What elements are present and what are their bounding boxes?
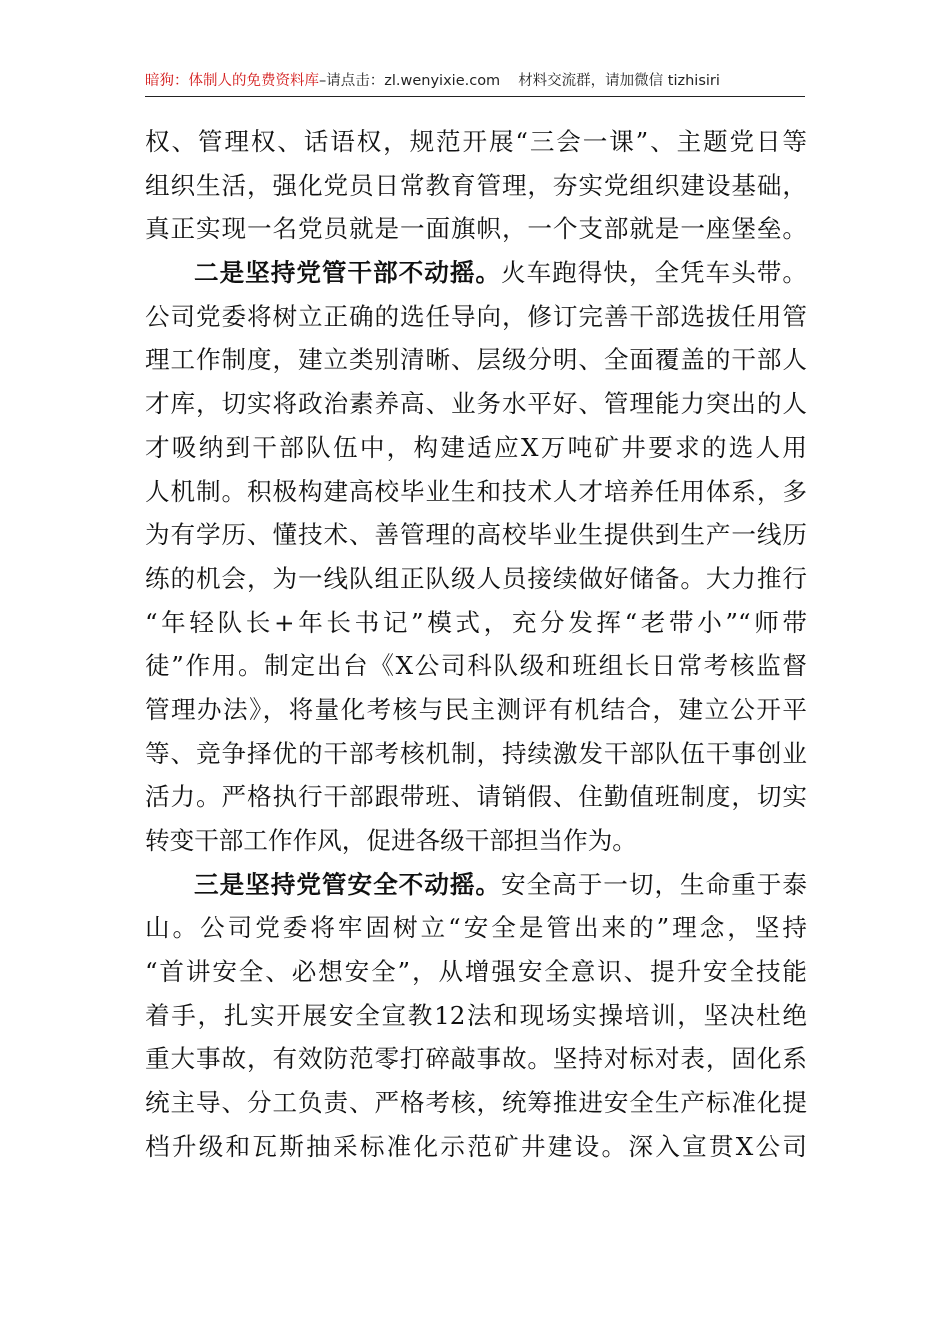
- text-line: 徒”作用。制定出台《X公司科队级和班组长日常考核监督: [145, 651, 807, 681]
- paragraph-heading: 三是坚持党管安全不动摇。: [194, 869, 501, 899]
- text-line: 练的机会，为一线队组正队级人员接续做好储备。大力推行: [145, 563, 807, 593]
- header-url-link[interactable]: zl.wenyixie.com: [384, 73, 501, 89]
- text-line: 活力。严格执行干部跟带班、请销假、住勤值班制度，切实: [145, 782, 807, 812]
- text-line: 统主导、分工负责、严格考核，统筹推进安全生产标准化提: [145, 1088, 807, 1118]
- text-line: 等、竞争择优的干部考核机制，持续激发干部队伍干事创业: [145, 738, 807, 768]
- text-line: “首讲安全、必想安全”，从增强安全意识、提升安全技能: [145, 957, 807, 987]
- text-line: 人机制。积极构建高校毕业生和技术人才培养任用体系，多: [145, 476, 807, 506]
- text-line: 才库，切实将政治素养高、业务水平好、管理能力突出的人: [145, 389, 807, 419]
- paragraph-start-line: 三是坚持党管安全不动摇。安全高于一切，生命重于泰: [194, 869, 807, 899]
- text-line: 转变干部工作作风，促进各级干部担当作为。: [145, 826, 637, 855]
- document-body: [145, 120, 807, 1169]
- text-line: 山。公司党委将牢固树立“安全是管出来的”理念，坚持: [145, 913, 807, 943]
- page-header: [145, 66, 805, 96]
- text-line: 理工作制度，建立类别清晰、层级分明、全面覆盖的干部人: [145, 345, 807, 375]
- header-brand: 暗狗：体制人的免费资料库: [145, 73, 319, 89]
- text-line: 管理办法》，将量化考核与民主测评有机结合，建立公开平: [145, 694, 807, 724]
- paragraph-start-line: 二是坚持党管干部不动摇。火车跑得快，全凭车头带。: [194, 258, 807, 288]
- text-line: 权、管理权、话语权，规范开展“三会一课”、主题党日等: [145, 127, 807, 156]
- text-line: 档升级和瓦斯抽采标准化示范矿井建设。深入宣贯X公司: [145, 1131, 807, 1161]
- header-click-prefix: –请点击：: [319, 73, 385, 89]
- header-group-text: 材料交流群，请加微信 tizhisiri: [518, 73, 720, 89]
- text-line: 组织生活，强化党员日常教育管理，夯实党组织建设基础，: [145, 170, 807, 200]
- text-line: “年轻队长+年长书记”模式，充分发挥“老带小”“师带: [145, 607, 807, 637]
- text-line: 真正实现一名党员就是一面旗帜，一个支部就是一座堡垒。: [145, 214, 807, 244]
- header-divider: [145, 96, 805, 97]
- text-line: 为有学历、懂技术、善管理的高校毕业生提供到生产一线历: [145, 520, 807, 550]
- text-line: 才吸纳到干部队伍中，构建适应X万吨矿井要求的选人用: [145, 432, 807, 462]
- text-line: 公司党委将树立正确的选任导向，修订完善干部选拔任用管: [145, 301, 807, 331]
- text-line: 着手，扎实开展安全宣教12法和现场实操培训，坚决杜绝: [145, 1000, 807, 1030]
- text-line: 重大事故，有效防范零打碎敲事故。坚持对标对表，固化系: [145, 1044, 807, 1074]
- paragraph-heading: 二是坚持党管干部不动摇。: [194, 258, 501, 288]
